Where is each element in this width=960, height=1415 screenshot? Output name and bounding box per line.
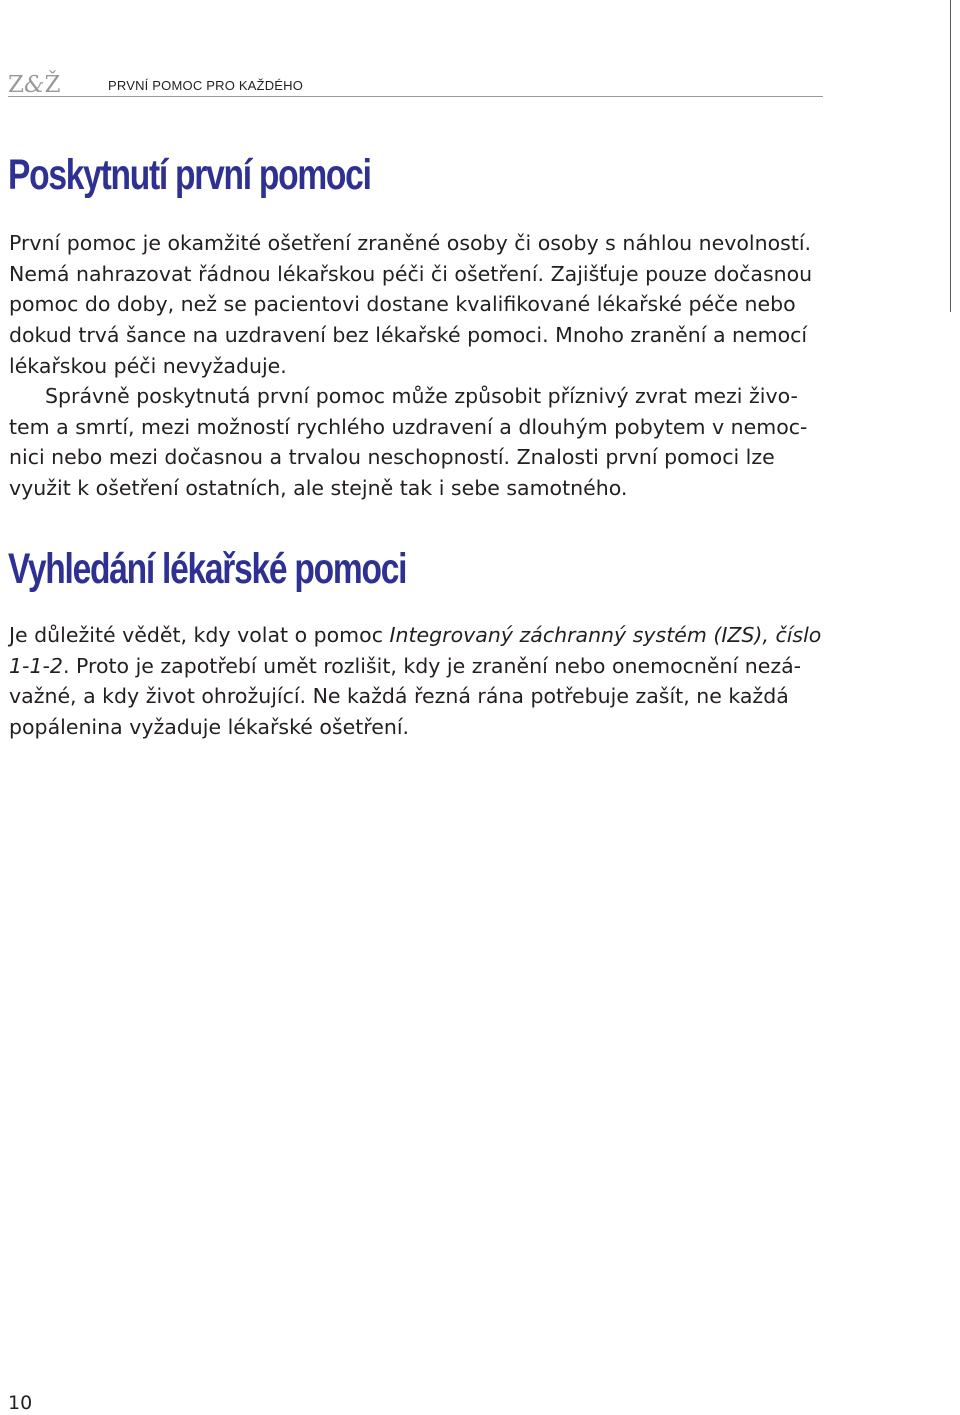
text-line: 1-1-2. Proto je zapotřebí umět rozlišit, kdy je zranění nebo onemocnění nezá- xyxy=(9,653,802,678)
text-line: Správně poskytnutá první pomoc může způsobit příznivý zvrat mezi živo- xyxy=(45,384,798,408)
margin-rule xyxy=(950,0,951,312)
text-line: lékařskou péči nevyžaduje. xyxy=(9,353,287,378)
emergency-number: 1-1-2 xyxy=(9,653,63,678)
text-line: tem a smrtí, mezi možností rychlého uzdravení a dlouhým pobytem v nemoc- xyxy=(9,414,808,439)
text-line: popálenina vyžaduje lékařské ošetření. xyxy=(9,715,410,740)
section-heading-medical-help: Vyhledání lékařské pomoci xyxy=(8,545,407,593)
intro-paragraph xyxy=(9,228,839,382)
publisher-logo: Z&Ž xyxy=(8,72,60,98)
text-line: važné, a kdy život ohrožující. Ne každá řezná rána potřebuje zašít, ne každá xyxy=(9,684,789,709)
emergency-system-name: Integrovaný záchranný systém (IZS), číslo xyxy=(389,623,822,647)
text-line: nici nebo mezi dočasnou a trvalou neschopností. Znalosti první pomoci lze xyxy=(9,445,775,470)
text-line: První pomoc je okamžité ošetření zraněné osoby či osoby s náhlou nevolností. xyxy=(9,231,812,255)
text-line: Nemá nahrazovat řádnou lékařskou péči či ošetření. Zajišťuje pouze dočasnou xyxy=(9,261,813,286)
text-line: využit k ošetření ostatních, ale stejně tak i sebe samotného. xyxy=(9,476,628,501)
page-number: 10 xyxy=(8,1392,33,1414)
running-header xyxy=(8,72,823,97)
medical-help-paragraph xyxy=(9,620,839,743)
section-heading-first-aid: Poskytnutí první pomoci xyxy=(8,151,371,199)
text-line: dokud trvá šance na uzdravení bez lékařské pomoci. Mnoho zranění a nemocí xyxy=(9,323,808,348)
text-line: pomoc do doby, než se pacientovi dostane kvalifikované lékařské péče nebo xyxy=(9,292,796,317)
text-line: Je důležité vědět, kdy volat o pomoc Integrovaný záchranný systém (IZS), číslo xyxy=(9,623,822,647)
running-title: PRVNÍ POMOC PRO KAŽDÉHO xyxy=(108,78,304,93)
second-paragraph xyxy=(9,381,839,504)
